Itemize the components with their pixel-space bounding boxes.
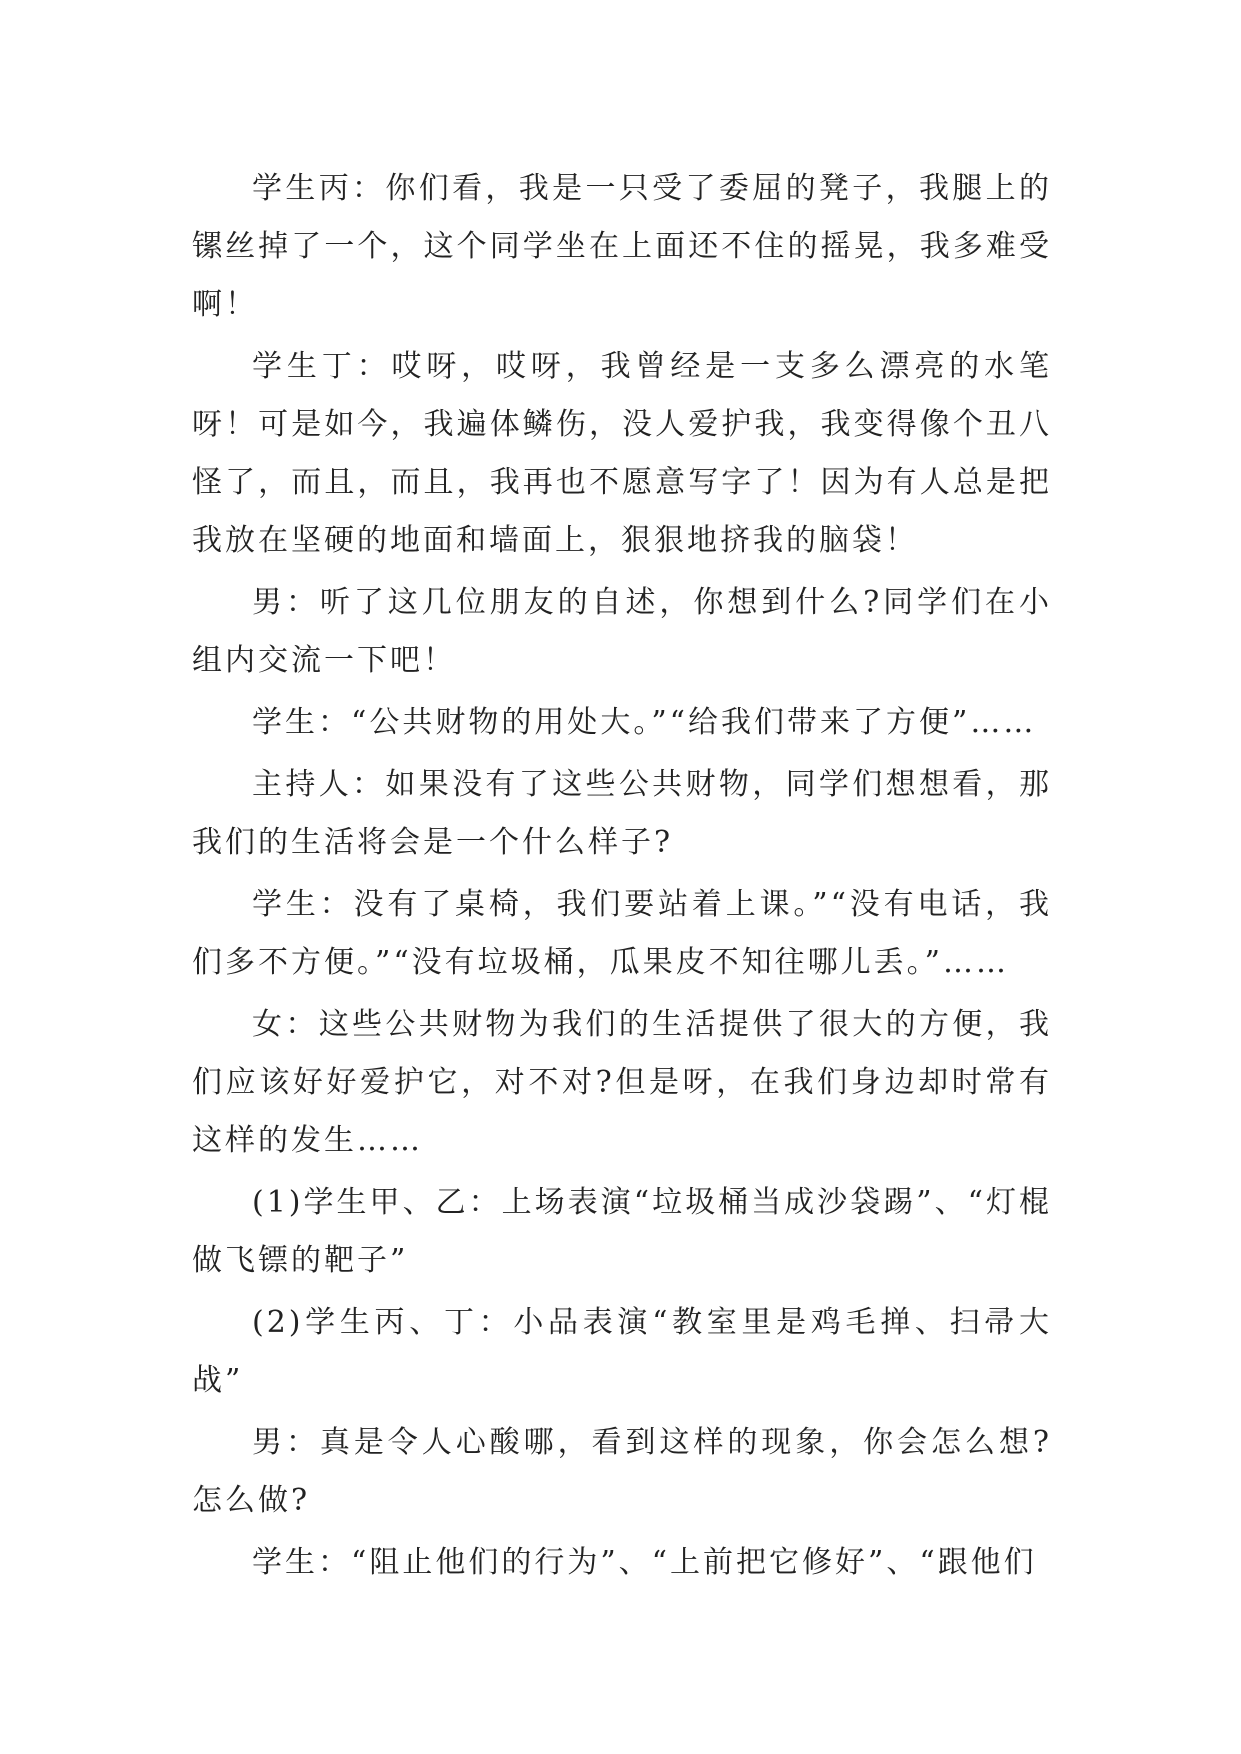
paragraph-students-reply-3: 学生：“阻止他们的行为”、“上前把它修好”、“跟他们 [252, 1545, 1037, 1580]
paragraph-students-reply-1: 学生：“公共财物的用处大。”“给我们带来了方便”…… [252, 705, 1037, 740]
paragraph-students-reply-2: 学生：没有了桌椅，我们要站着上课。”“没有电话，我们多不方便。”“没有垃圾桶，瓜果皮不知往哪儿丢。”…… [192, 887, 1052, 980]
paragraph-host: 主持人：如果没有了这些公共财物，同学们想想看，那我们的生活将会是一个什么样子? [192, 767, 1052, 860]
paragraph-student-ding: 学生丁：哎呀，哎呀，我曾经是一支多么漂亮的水笔呀！可是如今，我遍体鳞伤，没人爱护我，我变得像个丑八怪了，而且，而且，我再也不愿意写字了！因为有人总是把我放在坚硬的地面和墙面上，狠狠地挤我的脑袋！ [192, 349, 1052, 558]
document-body [192, 160, 1052, 1596]
paragraph-skit-1: (1)学生甲、乙：上场表演“垃圾桶当成沙袋踢”、“灯棍做飞镖的靶子” [192, 1185, 1052, 1278]
paragraph-male-host-1: 男：听了这几位朋友的自述，你想到什么?同学们在小组内交流一下吧！ [192, 585, 1052, 678]
paragraph-skit-2: (2)学生丙、丁：小品表演“教室里是鸡毛掸、扫帚大战” [192, 1305, 1052, 1398]
paragraph-male-host-2: 男：真是令人心酸哪，看到这样的现象，你会怎么想?怎么做? [192, 1425, 1052, 1518]
paragraph-female-host: 女：这些公共财物为我们的生活提供了很大的方便，我们应该好好爱护它，对不对?但是呀，在我们身边却时常有这样的发生…… [192, 1007, 1052, 1158]
paragraph-student-bing: 学生丙：你们看，我是一只受了委屈的凳子，我腿上的镙丝掉了一个，这个同学坐在上面还不住的摇晃，我多难受啊！ [192, 171, 1052, 322]
